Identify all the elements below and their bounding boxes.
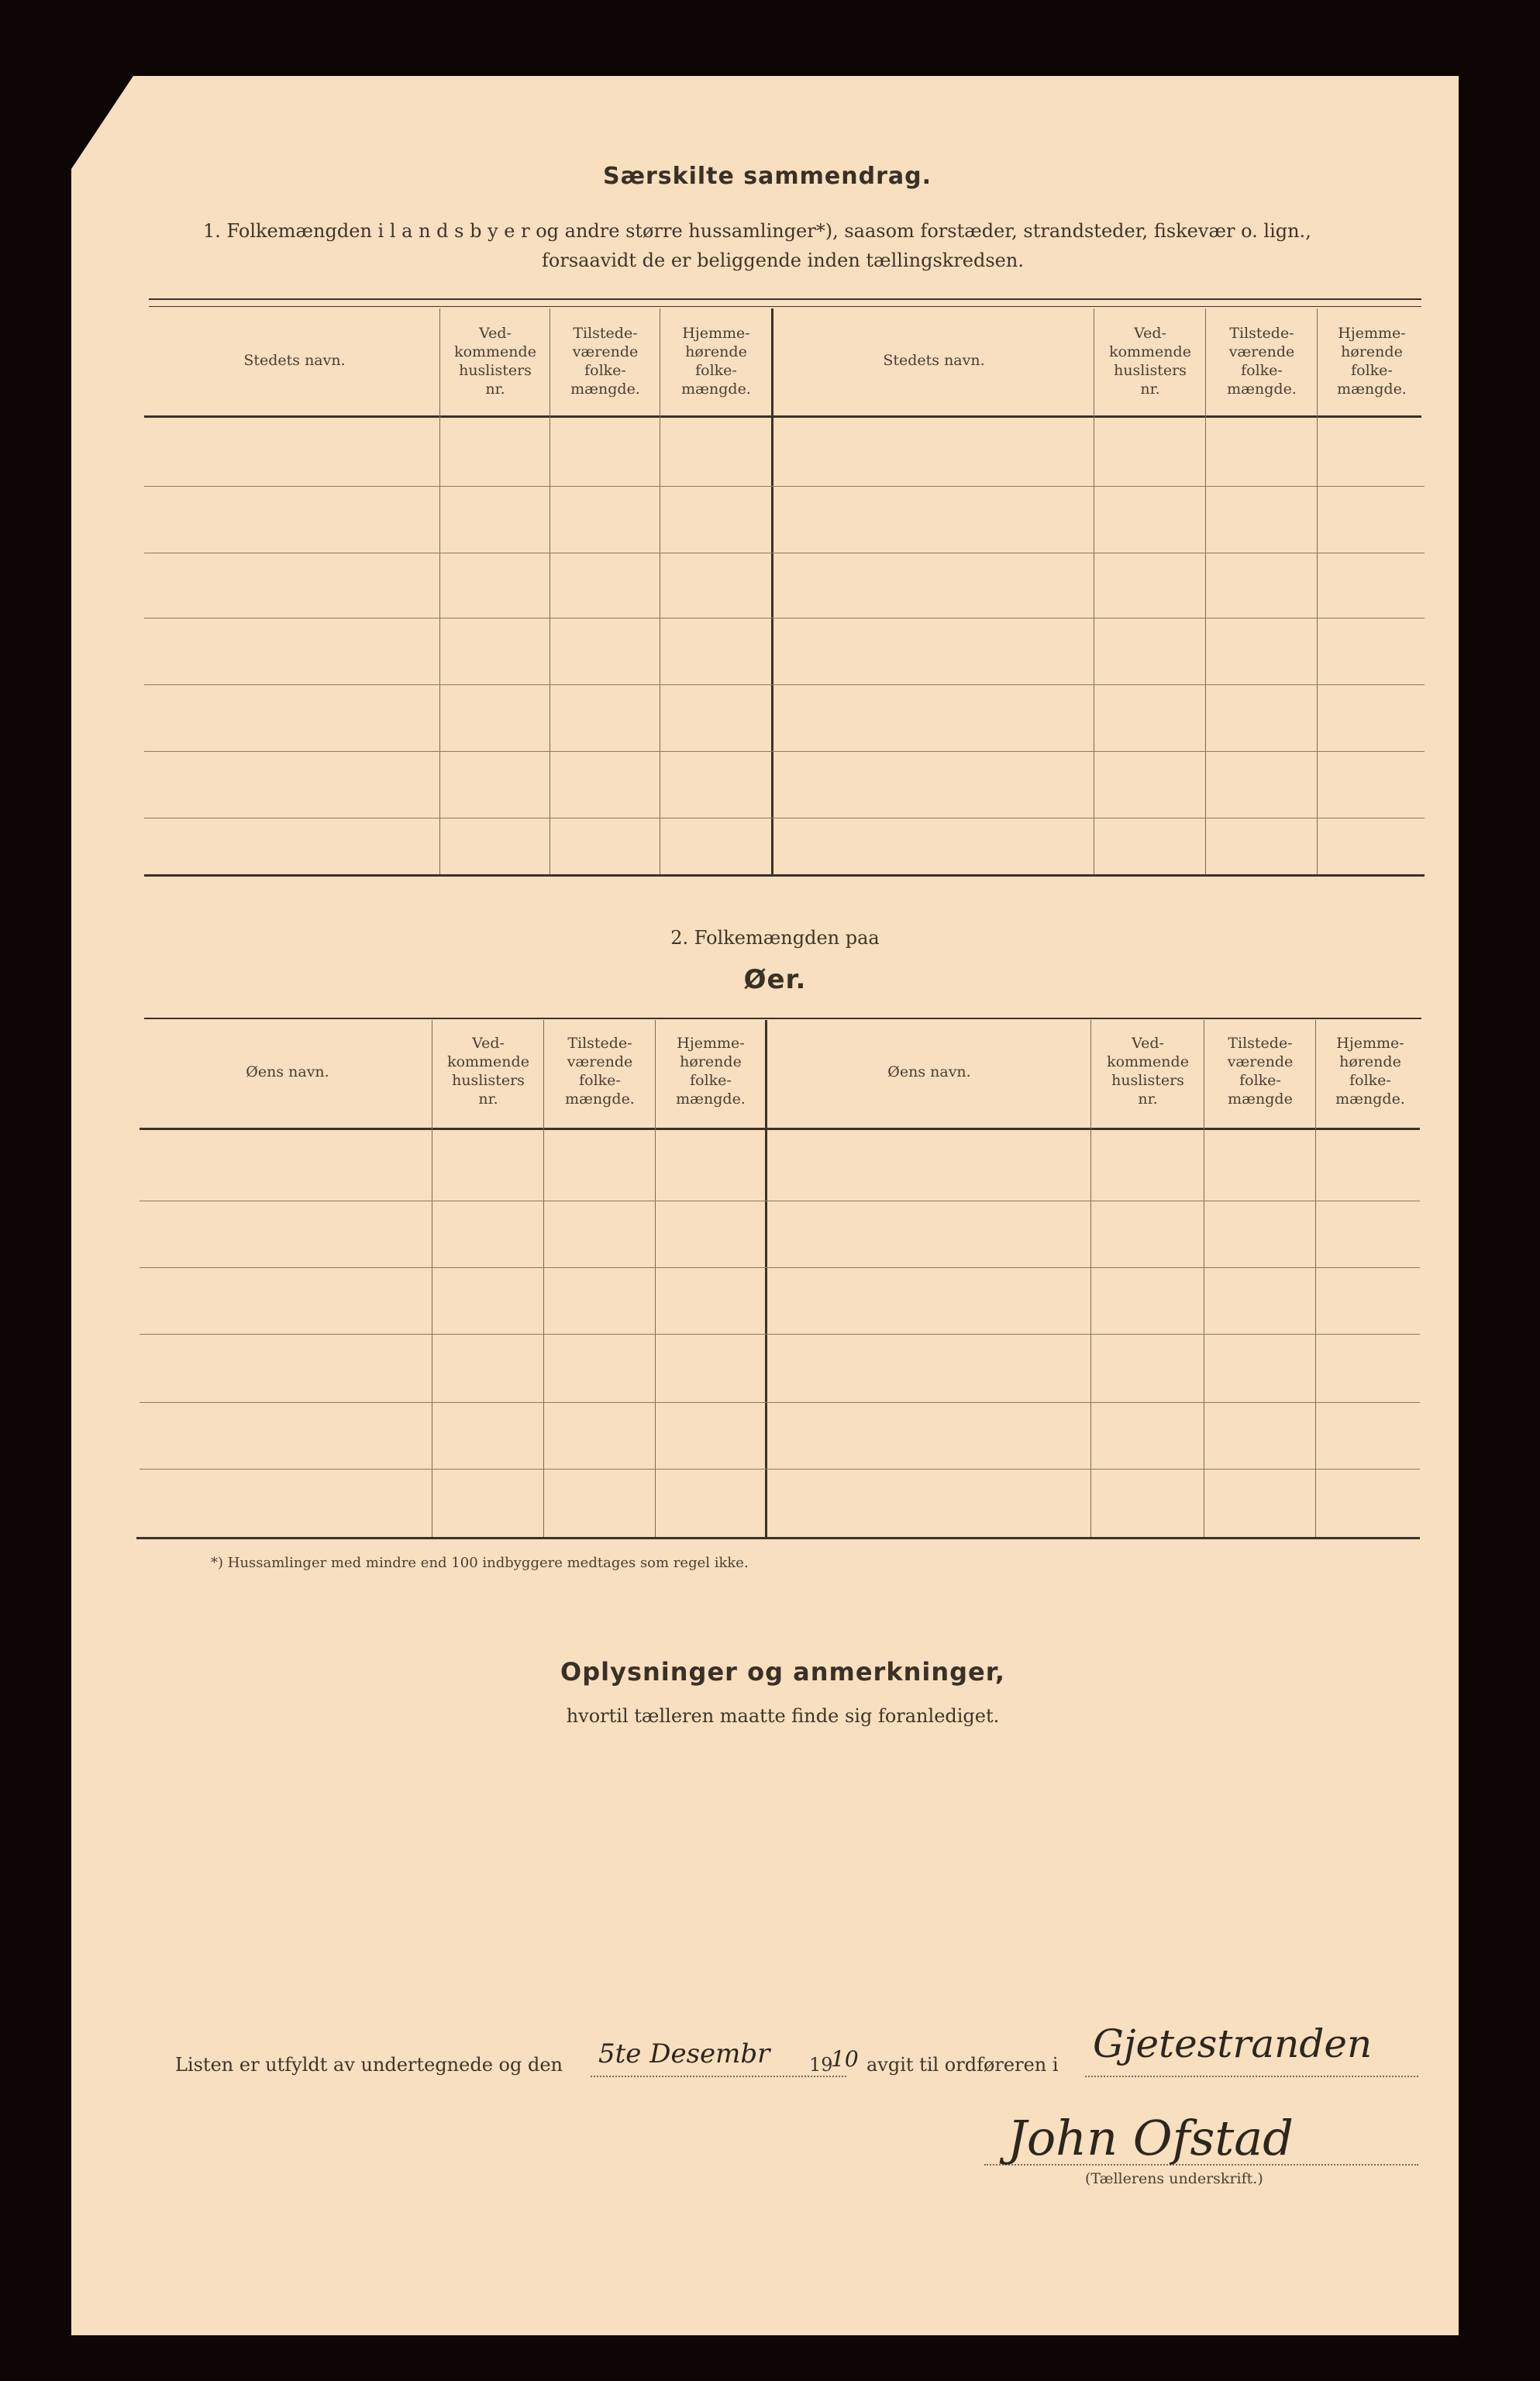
table2-header-tilstedevaerende: Tilstede- værende folke- mængde. bbox=[565, 1035, 635, 1108]
signature-text-mid: avgit til ordføreren i bbox=[866, 2054, 1059, 2076]
table1-header-tilstedevaerende-2: Tilstede- værende folke- mængde. bbox=[1227, 325, 1297, 398]
date-dotted-line bbox=[591, 2076, 846, 2077]
table2-col-divider bbox=[1090, 1020, 1091, 1537]
signature-text-prefix: Listen er utfyldt av undertegnede og den bbox=[175, 2054, 563, 2076]
table2-bottom-rule bbox=[136, 1537, 1420, 1539]
section2-title-oer: Øer. bbox=[743, 964, 807, 995]
handwritten-year: 10 bbox=[831, 2046, 859, 2072]
table1-col-divider bbox=[439, 308, 440, 874]
table1-row-line bbox=[144, 684, 1425, 685]
notes-title: Oplysninger og anmerkninger, bbox=[560, 1657, 1005, 1687]
place-dotted-line bbox=[1085, 2076, 1418, 2077]
table1-header-hjemmehorende: Hjemme- hørende folke- mængde. bbox=[681, 325, 751, 398]
section1-text-line2: forsaavidt de er beliggende inden tællingskredsen. bbox=[542, 250, 1024, 271]
table2-header-hjemmehorende: Hjemme- hørende folke- mængde. bbox=[676, 1035, 746, 1108]
year-prefix: 19 bbox=[809, 2054, 833, 2076]
table2-row-line bbox=[140, 1267, 1420, 1268]
table1-row-line bbox=[144, 751, 1425, 752]
notes-subtitle: hvortil tælleren maatte finde sig foranlediget. bbox=[566, 1705, 1000, 1727]
table1-header-stedets-navn-2: Stedets navn. bbox=[883, 352, 985, 369]
table1-col-divider bbox=[1317, 308, 1318, 874]
table2-header-oens-navn-2: Øens navn. bbox=[887, 1063, 971, 1080]
table1-header-hjemmehorende-2: Hjemme- hørende folke- mængde. bbox=[1337, 325, 1407, 398]
table1-header-huslisters-nr-2: Ved- kommende huslisters nr. bbox=[1109, 325, 1191, 398]
signature-caption: (Tællerens underskrift.) bbox=[1085, 2170, 1263, 2187]
table2-header-hjemmehorende-2: Hjemme- hørende folke- mængde. bbox=[1335, 1035, 1405, 1108]
table1-header-tilstedevaerende: Tilstede- værende folke- mængde. bbox=[570, 325, 640, 398]
handwritten-signature: John Ofstad bbox=[1008, 2110, 1294, 2166]
table2-header-rule bbox=[140, 1128, 1420, 1130]
section1-text-line1: 1. Folkemængden i l a n d s b y e r og andre større hussamlinger*), saasom forstæder, strandsteder, fiskevær o. lign., bbox=[203, 220, 1311, 242]
table2-row-line bbox=[140, 1469, 1420, 1470]
table2-col-divider bbox=[1315, 1020, 1316, 1537]
table2-top-rule bbox=[144, 1018, 1421, 1019]
handwritten-place: Gjetestranden bbox=[1093, 2021, 1373, 2066]
table1-center-divider bbox=[771, 308, 773, 874]
section2-heading: 2. Folkemængden paa bbox=[670, 927, 880, 949]
table2-col-divider bbox=[543, 1020, 544, 1537]
table1-col-divider bbox=[1205, 308, 1206, 874]
page-title: Særskilte sammendrag. bbox=[602, 163, 932, 190]
table2-header-huslisters-nr: Ved- kommende huslisters nr. bbox=[447, 1035, 529, 1108]
table2-row-line bbox=[140, 1402, 1420, 1403]
table2-header-oens-navn: Øens navn. bbox=[246, 1063, 329, 1080]
table1-row-line bbox=[144, 618, 1425, 619]
table1-top-rule bbox=[149, 298, 1421, 300]
table2-header-tilstedevaerende-2: Tilstede- værende folke- mængde bbox=[1227, 1035, 1294, 1108]
table1-top-rule-2 bbox=[149, 306, 1421, 307]
table1-header-huslisters-nr: Ved- kommende huslisters nr. bbox=[454, 325, 536, 398]
footnote: *) Hussamlinger med mindre end 100 indbyggere medtages som regel ikke. bbox=[211, 1555, 749, 1571]
table1-header-rule bbox=[144, 415, 1421, 418]
table2-row-line bbox=[140, 1334, 1420, 1335]
table2-center-divider bbox=[765, 1020, 767, 1537]
table1-row-line bbox=[144, 486, 1425, 487]
table1-bottom-rule bbox=[144, 874, 1425, 877]
table1-header-stedets-navn: Stedets navn. bbox=[243, 352, 346, 369]
table2-header-huslisters-nr-2: Ved- kommende huslisters nr. bbox=[1107, 1035, 1189, 1108]
table2-col-divider bbox=[655, 1020, 656, 1537]
handwritten-date: 5te Desembr bbox=[598, 2038, 770, 2069]
